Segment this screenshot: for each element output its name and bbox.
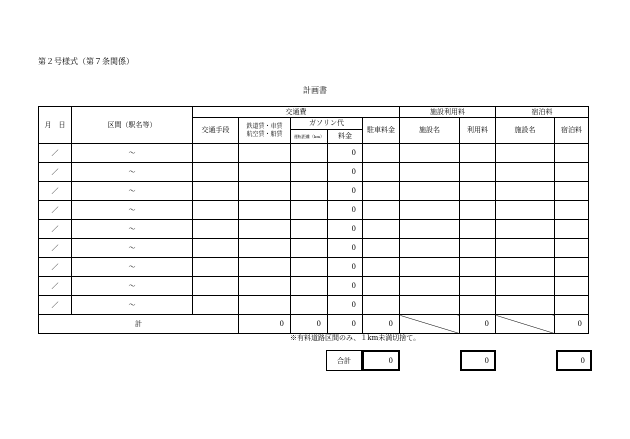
table-row xyxy=(39,296,589,315)
section-cell: ～ xyxy=(72,277,193,296)
fares-cell xyxy=(239,144,291,163)
parking-cell xyxy=(363,163,400,182)
lodging-fee-cell xyxy=(555,258,589,277)
gasoline-header: ガソリン代 xyxy=(291,118,363,130)
means-cell xyxy=(193,144,239,163)
lodging-fee-cell xyxy=(555,182,589,201)
grand-total-label: 合計 xyxy=(326,350,362,371)
fares-cell xyxy=(239,201,291,220)
usage-fee-cell xyxy=(460,144,496,163)
means-cell xyxy=(193,239,239,258)
lodging-name-cell xyxy=(496,201,555,220)
distance-cell xyxy=(291,258,328,277)
total-lodging-fee-cell: 0 xyxy=(555,315,589,334)
means-cell xyxy=(193,277,239,296)
means-header: 交通手段 xyxy=(193,118,239,144)
grand-total-transport: 0 xyxy=(362,350,400,371)
section-cell: ～ xyxy=(72,201,193,220)
table-row xyxy=(39,258,589,277)
fares-cell xyxy=(239,220,291,239)
grand-total-facility: 0 xyxy=(460,350,496,371)
distance-cell xyxy=(291,182,328,201)
usage-fee-header: 利用料 xyxy=(460,118,496,144)
fares-cell xyxy=(239,277,291,296)
total-label-cell: 計 xyxy=(39,315,239,334)
date-cell: ／ xyxy=(39,144,72,163)
month-day-header: 月 日 xyxy=(39,107,72,144)
lodging-fee-cell xyxy=(555,220,589,239)
note-text: ※有料道路区間のみ、１km未満切捨て。 xyxy=(290,334,421,342)
parking-cell xyxy=(363,296,400,315)
date-cell: ／ xyxy=(39,277,72,296)
distance-header: 運転距離（km） xyxy=(291,130,328,144)
means-cell xyxy=(193,201,239,220)
lodging-name-cell xyxy=(496,258,555,277)
usage-fee-cell xyxy=(460,201,496,220)
lodging-name-cell xyxy=(496,277,555,296)
table-row xyxy=(39,182,589,201)
gasoline-fee-cell: 0 xyxy=(328,220,363,239)
lodging-name-cell xyxy=(496,220,555,239)
total-row xyxy=(39,315,589,334)
section-cell: ～ xyxy=(72,239,193,258)
gasoline-fee-cell: 0 xyxy=(328,163,363,182)
parking-cell xyxy=(363,182,400,201)
lodging-name-cell xyxy=(496,163,555,182)
facility-name-cell xyxy=(400,258,460,277)
fares-cell xyxy=(239,296,291,315)
total-parking-cell: 0 xyxy=(363,315,400,334)
facility-name-cell xyxy=(400,239,460,258)
means-cell xyxy=(193,296,239,315)
table-row xyxy=(39,201,589,220)
gasoline-fee-cell: 0 xyxy=(328,258,363,277)
lodging-fee-cell xyxy=(555,144,589,163)
means-cell xyxy=(193,220,239,239)
lodging-name-cell xyxy=(496,239,555,258)
section-header: 区間（駅名等） xyxy=(72,107,193,144)
gasoline-fee-cell: 0 xyxy=(328,182,363,201)
facility-name-cell xyxy=(400,144,460,163)
parking-cell xyxy=(363,277,400,296)
distance-cell xyxy=(291,277,328,296)
form-number-label: 第２号様式（第７条関係） xyxy=(38,57,134,66)
usage-fee-cell xyxy=(460,163,496,182)
section-cell: ～ xyxy=(72,182,193,201)
parking-cell xyxy=(363,201,400,220)
section-cell: ～ xyxy=(72,220,193,239)
date-cell: ／ xyxy=(39,239,72,258)
distance-cell xyxy=(291,220,328,239)
facility-name-cell xyxy=(400,277,460,296)
parking-cell xyxy=(363,220,400,239)
facility-header: 施設利用料 xyxy=(400,107,496,118)
date-cell: ／ xyxy=(39,163,72,182)
total-usage-fee-cell: 0 xyxy=(460,315,496,334)
header-row-1 xyxy=(39,107,589,118)
section-cell: ～ xyxy=(72,258,193,277)
means-cell xyxy=(193,163,239,182)
facility-name-header: 施設名 xyxy=(400,118,460,144)
lodging-header: 宿泊料 xyxy=(496,107,589,118)
lodging-fee-cell xyxy=(555,163,589,182)
grand-total-lodging: 0 xyxy=(556,350,592,371)
means-cell xyxy=(193,258,239,277)
distance-cell xyxy=(291,296,328,315)
means-cell xyxy=(193,182,239,201)
usage-fee-cell xyxy=(460,182,496,201)
distance-cell xyxy=(291,239,328,258)
lodging-name-cell xyxy=(496,182,555,201)
lodging-fee-cell xyxy=(555,201,589,220)
lodging-fee-header: 宿泊料 xyxy=(555,118,589,144)
fares-cell xyxy=(239,258,291,277)
date-cell: ／ xyxy=(39,258,72,277)
facility-name-cell xyxy=(400,163,460,182)
total-gasoline-fee-cell: 0 xyxy=(328,315,363,334)
table-row xyxy=(39,163,589,182)
lodging-name-cell xyxy=(496,144,555,163)
table-row xyxy=(39,144,589,163)
distance-cell xyxy=(291,144,328,163)
total-facility-name-cell xyxy=(400,315,460,334)
usage-fee-cell xyxy=(460,277,496,296)
total-lodging-name-cell xyxy=(496,315,555,334)
date-cell: ／ xyxy=(39,201,72,220)
parking-cell xyxy=(363,144,400,163)
fares-cell xyxy=(239,182,291,201)
document-title: 計画書 xyxy=(303,86,327,95)
table-row xyxy=(39,239,589,258)
total-distance-cell: 0 xyxy=(291,315,328,334)
total-fares-cell: 0 xyxy=(239,315,291,334)
fares-header: 鉄道賃・車賃 航空賃・船賃 xyxy=(239,118,291,144)
parking-cell xyxy=(363,239,400,258)
section-cell: ～ xyxy=(72,296,193,315)
gasoline-fee-cell: 0 xyxy=(328,144,363,163)
usage-fee-cell xyxy=(460,239,496,258)
plan-table xyxy=(38,106,589,334)
facility-name-cell xyxy=(400,201,460,220)
facility-name-cell xyxy=(400,182,460,201)
lodging-fee-cell xyxy=(555,239,589,258)
usage-fee-cell xyxy=(460,296,496,315)
gasoline-fee-header: 料金 xyxy=(328,130,363,144)
date-cell: ／ xyxy=(39,182,72,201)
section-cell: ～ xyxy=(72,163,193,182)
table-row xyxy=(39,220,589,239)
fares-cell xyxy=(239,239,291,258)
facility-name-cell xyxy=(400,220,460,239)
usage-fee-cell xyxy=(460,220,496,239)
lodging-fee-cell xyxy=(555,277,589,296)
section-cell: ～ xyxy=(72,144,193,163)
parking-header: 駐車料金 xyxy=(363,118,400,144)
fares-cell xyxy=(239,163,291,182)
facility-name-cell xyxy=(400,296,460,315)
gasoline-fee-cell: 0 xyxy=(328,239,363,258)
lodging-name-header: 施設名 xyxy=(496,118,555,144)
usage-fee-cell xyxy=(460,258,496,277)
lodging-fee-cell xyxy=(555,296,589,315)
distance-cell xyxy=(291,201,328,220)
date-cell: ／ xyxy=(39,220,72,239)
lodging-name-cell xyxy=(496,296,555,315)
distance-cell xyxy=(291,163,328,182)
date-cell: ／ xyxy=(39,296,72,315)
gasoline-fee-cell: 0 xyxy=(328,296,363,315)
table-row xyxy=(39,277,589,296)
parking-cell xyxy=(363,258,400,277)
gasoline-fee-cell: 0 xyxy=(328,277,363,296)
gasoline-fee-cell: 0 xyxy=(328,201,363,220)
transport-header: 交通費 xyxy=(193,107,400,118)
